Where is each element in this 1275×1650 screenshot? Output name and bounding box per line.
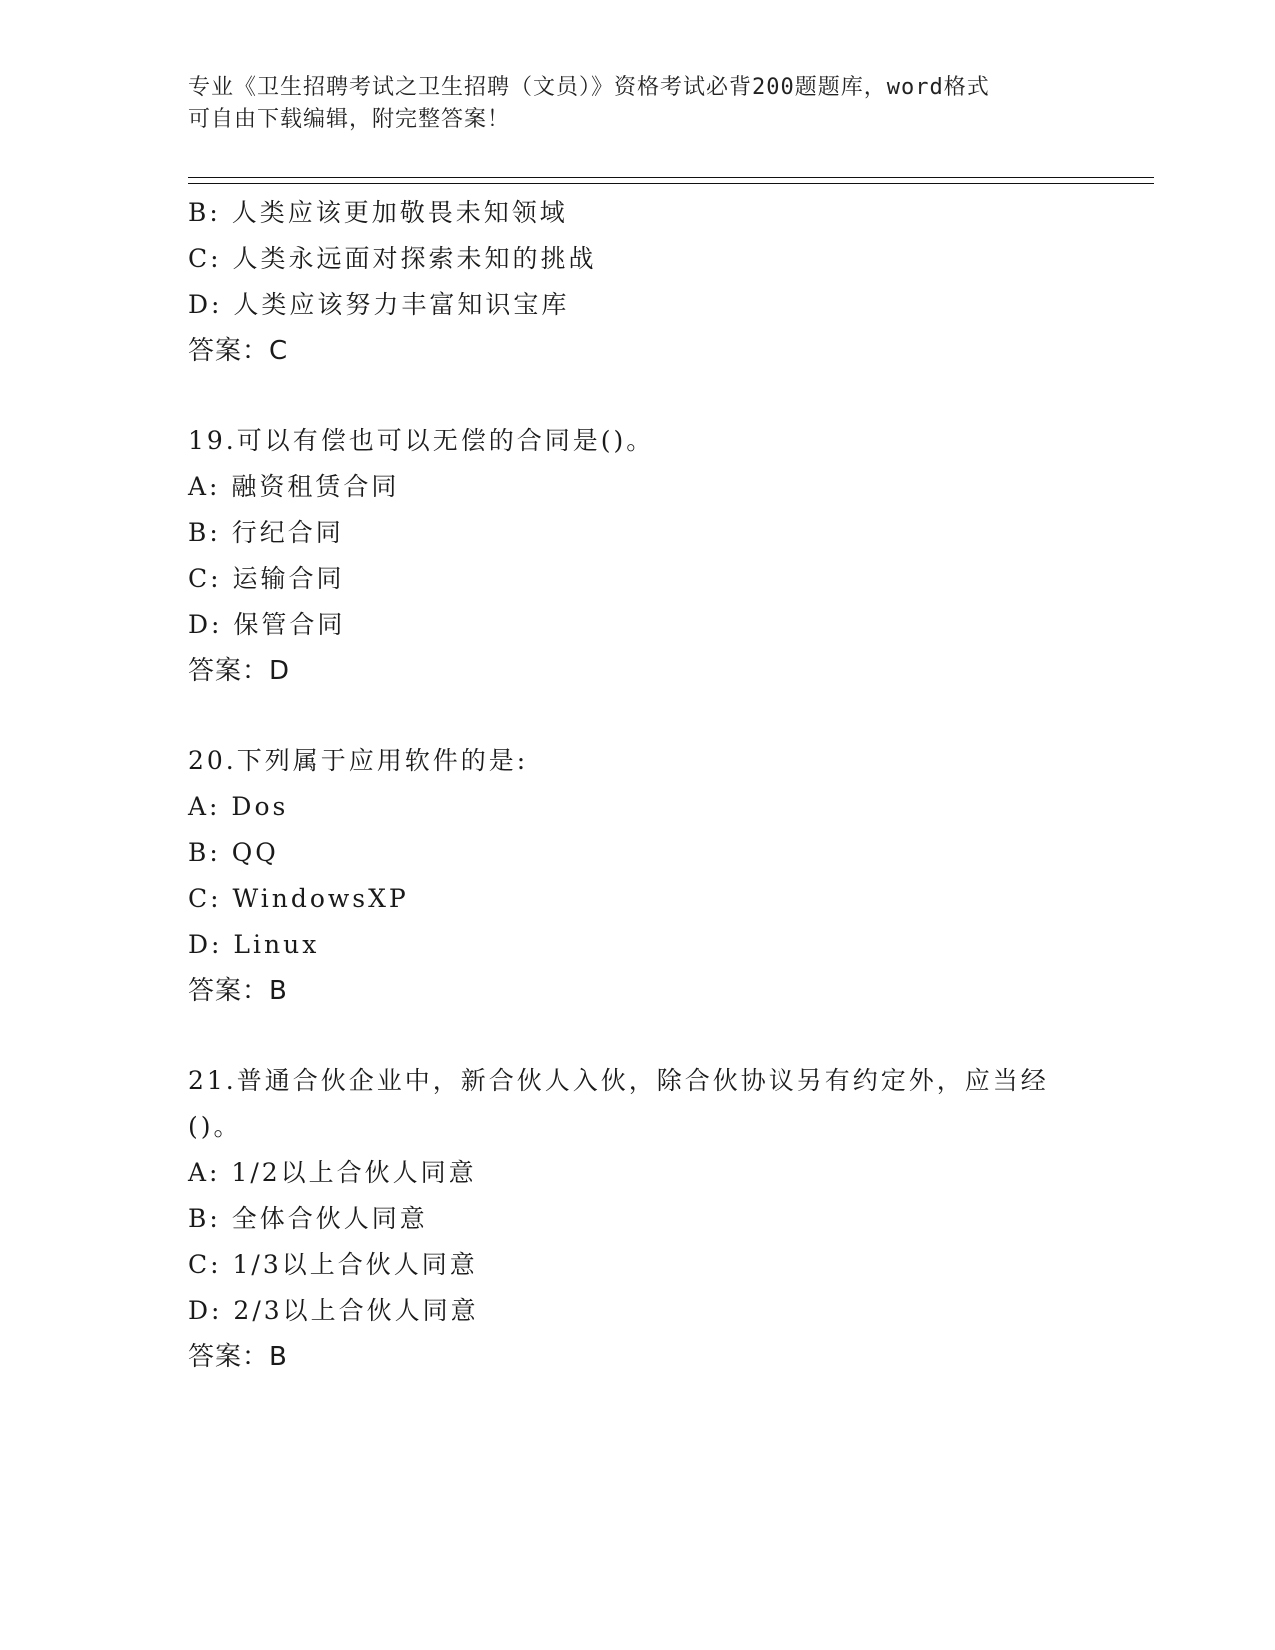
option-d: D: 2/3以上合伙人同意 [188,1296,479,1325]
option-b: B: QQ [188,838,279,867]
answer-line: 答案：D [188,656,291,686]
answer-line: 答案：B [188,1342,288,1372]
option-b: B: 行纪合同 [188,518,344,547]
header-divider-bottom [188,183,1154,184]
option-c: C: 人类永远面对探索未知的挑战 [188,244,597,273]
question-18-continued [188,190,1088,374]
question-stem-continued: ()。 [188,1112,242,1141]
question-21 [188,1058,1088,1380]
question-stem: 19.可以有偿也可以无偿的合同是()。 [188,426,655,455]
option-b: B: 人类应该更加敬畏未知领域 [188,198,568,227]
option-c: C: WindowsXP [188,884,409,913]
question-20 [188,738,1088,1014]
question-stem: 20.下列属于应用软件的是: [188,746,529,775]
header-title-line-1: 专业《卫生招聘考试之卫生招聘（文员）》资格考试必背200题题库，word格式 [188,75,990,100]
question-stem: 21.普通合伙企业中，新合伙人入伙，除合伙协议另有约定外，应当经 [188,1066,1049,1095]
option-a: A: Dos [188,792,289,821]
answer-line: 答案：B [188,976,288,1006]
header-divider-top [188,177,1154,178]
document-header [188,72,1088,136]
option-a: A: 1/2以上合伙人同意 [188,1158,477,1187]
answer-line: 答案：C [188,336,289,366]
option-a: A: 融资租赁合同 [188,472,400,501]
option-d: D: 保管合同 [188,610,346,639]
option-d: D: Linux [188,930,320,959]
option-c: C: 1/3以上合伙人同意 [188,1250,478,1279]
header-title-line-2: 可自由下载编辑，附完整答案！ [188,107,511,132]
question-list [188,190,1088,1380]
option-c: C: 运输合同 [188,564,345,593]
option-d: D: 人类应该努力丰富知识宝库 [188,290,570,319]
option-b: B: 全体合伙人同意 [188,1204,428,1233]
question-19 [188,418,1088,694]
